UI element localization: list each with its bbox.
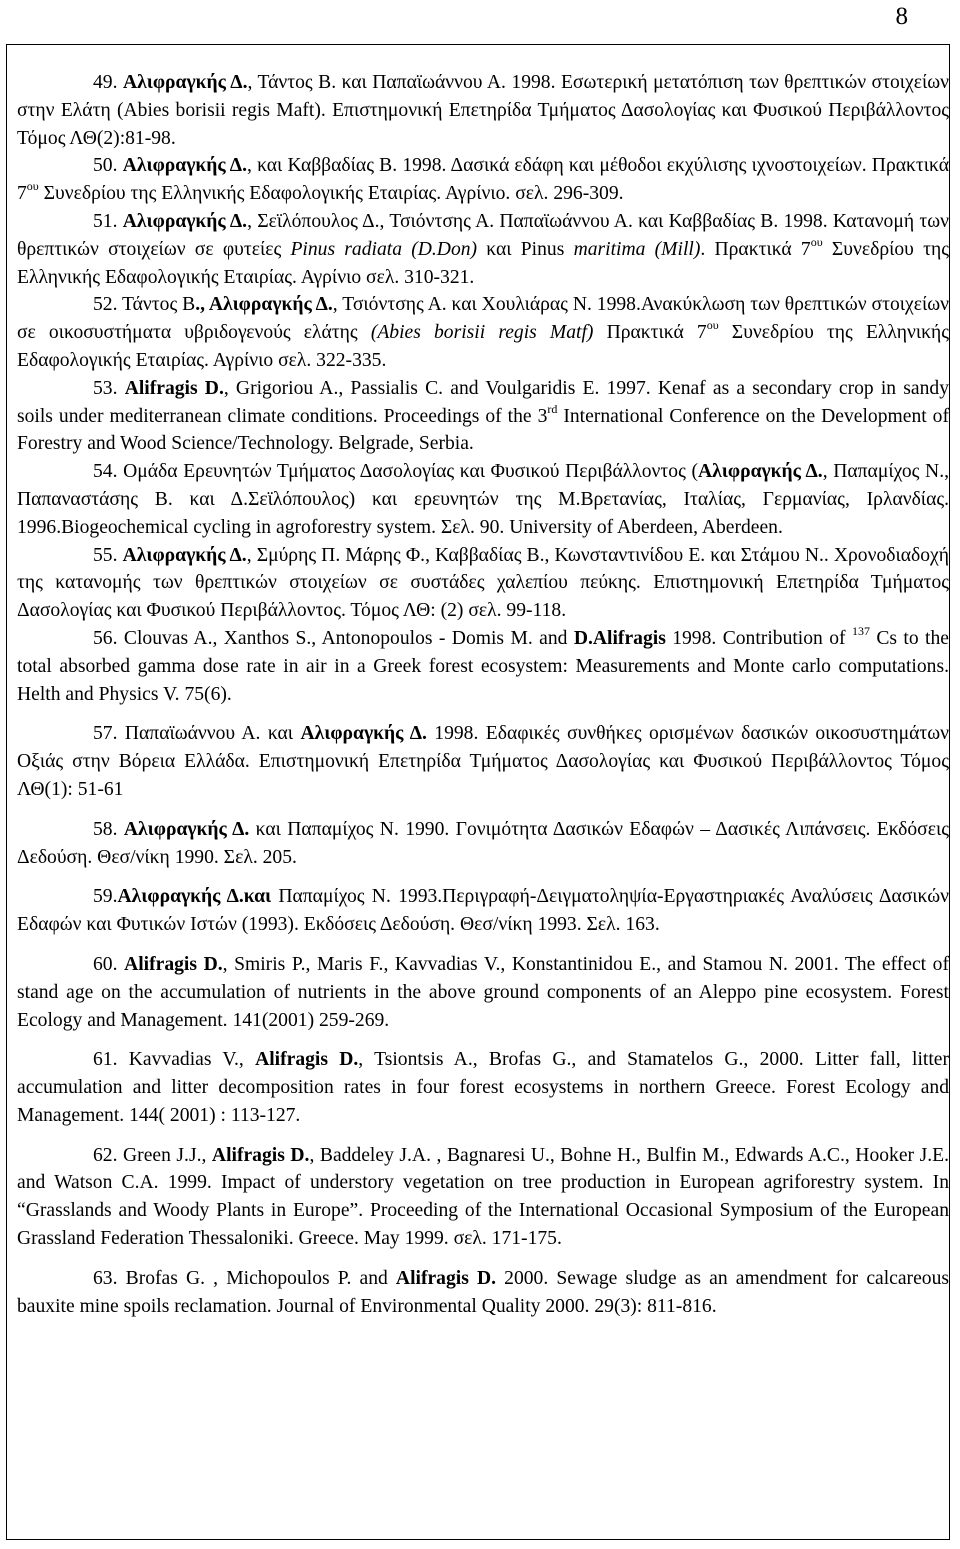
reference-text: International Conference on the Development of Forestry and Wood Science/Technology. Belgrade, Serbia. xyxy=(17,405,949,455)
reference-entry xyxy=(17,69,949,152)
reference-text: Πρακτικά 7 xyxy=(593,322,707,344)
reference-text: , Tsiontsis A., Brofas G., and Stamatelos G., 2000. Litter fall, litter accumulation and litter decomposition rates in four forest ecosystems in northern Greece. Forest Ecology and Management. 144( 2001) : 113-127. xyxy=(17,1049,949,1126)
author-highlight: Αλιφραγκής Δ.και xyxy=(117,886,272,908)
reference-text: 1998. Contribution of xyxy=(665,627,852,649)
reference-entry xyxy=(17,291,949,374)
reference-number: 63. xyxy=(93,1267,118,1289)
reference-text: Συνεδρίου της Ελληνικής Εδαφολογικής Εταιρίας. Αγρίνιο σελ. 310-321. xyxy=(17,238,949,288)
reference-text: , Σμύρης Π. Μάρης Φ., Καββαδίας Β., Κωνσταντινίδου Ε. και Στάμου Ν.. Χρονοδιαδοχή της κατανομής των θρεπτικών στοιχείων σε συστάδες χαλεπίου πεύκης. Επιστημονική Επετηρίδα Τμήματος Δασολογίας και Φυσικού Περιβάλλοντος. Τόμος ΛΘ: (2) σελ. 99-118. xyxy=(17,544,950,622)
reference-text: (Abies borisii regis Matf) xyxy=(370,322,594,344)
reference-text: Συνεδρίου της Ελληνικής Εδαφολογικής Εταιρίας. Αγρίνιο σελ. 322-335. xyxy=(17,322,949,371)
reference-entry xyxy=(17,625,949,708)
reference-number: 60. xyxy=(93,953,118,975)
author-highlight: Αλιφραγκής Δ. xyxy=(300,723,427,745)
reference-entry xyxy=(17,1142,949,1253)
author-highlight: Alifragis D. xyxy=(255,1049,359,1071)
reference-number: 53. xyxy=(93,377,118,399)
author-highlight: Alifragis D. xyxy=(124,953,223,975)
author-highlight: ., Αλιφραγκής Δ. xyxy=(195,294,333,316)
superscript: 137 xyxy=(851,623,870,638)
author-highlight: Αλιφραγκής Δ. xyxy=(122,544,247,566)
reference-text: maritima (Mill) xyxy=(573,238,701,260)
reference-entry xyxy=(17,720,949,803)
author-highlight: Alifragis D. xyxy=(124,377,224,399)
reference-entry xyxy=(17,542,949,625)
reference-text: , και Καββαδίας Β. 1998. Δασικά εδάφη και μέθοδοι εκχύλισης ιχνοστοιχείων. Πρακτικά 7 xyxy=(17,155,949,205)
reference-entry xyxy=(17,816,949,872)
reference-number: 52. xyxy=(93,294,118,316)
reference-text: , Τάντος Β. και Παπαϊωάννου Α. 1998. Εσωτερική μετατόπιση των θρεπτικών στοιχείων στην Ελάτη (Abies borisii regis Maft). Επιστημονική Επετηρίδα Τμήματος Δασολογίας και Φυσικού Περιβάλλοντος Τόμος ΛΘ(2):81-98. xyxy=(17,72,949,149)
superscript: ου xyxy=(810,234,823,249)
reference-text: Brofas G. , Michopoulos P. and xyxy=(117,1267,396,1289)
reference-number: 49. xyxy=(93,72,118,93)
reference-number: 61. xyxy=(93,1049,118,1071)
reference-number: 56. xyxy=(93,627,118,649)
reference-text: Pinus radiata (D.Don) xyxy=(290,238,478,260)
reference-text: Τάντος Β xyxy=(117,294,196,316)
reference-number: 50. xyxy=(93,155,118,177)
reference-text: , Grigoriou A., Passialis C. and Voulgaridis E. 1997. Kenaf as a secondary crop in sandy soils under mediterranean climate conditions. Proceedings of the 3 xyxy=(17,377,949,427)
reference-text: Clouvas A., Xanthos S., Antonopoulos - Domis M. and xyxy=(117,627,574,649)
reference-text xyxy=(118,378,125,399)
reference-text: Green J.J., xyxy=(117,1144,212,1166)
reference-entry xyxy=(17,1265,949,1321)
reference-entry xyxy=(17,208,949,291)
reference-entry xyxy=(17,375,949,458)
reference-entry xyxy=(17,152,949,208)
reference-text: Cs to the total absorbed gamma dose rate in air in a Greek forest ecosystem: Measurements and Monte carlo computations. Helth and Physics V. 75(6). xyxy=(17,627,949,705)
reference-entry xyxy=(17,458,949,541)
reference-entry xyxy=(17,1046,949,1129)
author-highlight: D.Alifragis xyxy=(573,627,666,649)
reference-entry xyxy=(17,951,949,1034)
author-highlight: Αλιφραγκής Δ. xyxy=(698,461,823,483)
reference-text: , Smiris P., Maris F., Kavvadias V., Konstantinidou E., and Stamou N. 2001. The effect of stand age on the accumulation of nutrients in the above ground components of an Aleppo pine ecosystem. Forest Ecology and Management. 141(2001) 259-269. xyxy=(17,953,949,1031)
reference-text: , Σεϊλόπουλος Δ., Τσιόντσης Α. Παπαϊωάννου Α. και Καββαδίας Β. 1998. Κατανομή των θρεπτικών στοιχείων σε φυτείες xyxy=(17,210,949,260)
reference-text: Ομάδα Ερευνητών Τμήματος Δασολογίας και Φυσικού Περιβάλλοντος ( xyxy=(117,461,699,483)
reference-entry xyxy=(17,883,949,939)
author-highlight: Αλιφραγκής Δ. xyxy=(123,818,250,840)
reference-number: 58. xyxy=(93,818,118,840)
superscript: ου xyxy=(26,179,39,194)
reference-text: και Pinus xyxy=(477,238,574,260)
reference-number: 55. xyxy=(93,544,118,566)
reference-text: , Baddeley J.A. , Bagnaresi U., Bohne H., Bulfin M., Edwards A.C., Hooker J.E. and Watson C.A. 1999. Impact of understory vegetation on tree production in European agriforestry system. In “Grasslands and Woody Plants in Europe”. Proceeding of the International Occasional Symposium of the European Grassland Federation Thessaloniki. Greece. May 1999. σελ. 171-175. xyxy=(17,1144,949,1250)
reference-number: 57. xyxy=(93,723,118,745)
author-highlight: Αλιφραγκής Δ. xyxy=(122,210,248,232)
reference-number: 51. xyxy=(93,210,118,232)
reference-text: , Τσιόντσης Α. και Χουλιάρας Ν. 1998.Ανακύκλωση των θρεπτικών στοιχείων σε οικοσυστήματα υβριδογενούς ελάτης xyxy=(17,294,950,344)
author-highlight: Alifragis D. xyxy=(211,1144,310,1166)
reference-text: Kavvadias V., xyxy=(117,1049,256,1071)
reference-text: Παπαϊωάννου Α. και xyxy=(117,723,301,745)
author-highlight: Alifragis D. xyxy=(395,1267,497,1289)
author-highlight: Αλιφραγκής Δ. xyxy=(122,155,247,177)
superscript: rd xyxy=(547,401,558,416)
superscript: ου xyxy=(706,318,719,333)
reference-list xyxy=(17,69,949,1320)
reference-text: Παπαμίχος Ν. 1993.Περιγραφή-Δειγματοληψία-Εργαστηριακές Αναλύσεις Δασικών Εδαφών και Φυτικών Ιστών (1993). Εκδόσεις Δεδούση. Θεσ/νίκη 1993. Σελ. 163. xyxy=(17,886,950,936)
reference-number: 59. xyxy=(93,886,118,908)
reference-text: . Πρακτικά 7 xyxy=(700,238,811,260)
reference-text: , Παπαμίχος Ν., Παπαναστάσης Β. και Δ.Σεϊλόπουλος) και ερευνητών της Μ.Βρετανίας, Ιταλίας, Γερμανίας, Ιρλανδίας. 1996.Biogeochemical cycling in agroforestry system. Σελ. 90. University of Aberdeen, Aberdeen. xyxy=(17,461,950,538)
reference-text: 2000. Sewage sludge as an amendment for calcareous bauxite mine spoils reclamation. Journal of Environmental Quality 2000. 29(3): 811-816. xyxy=(17,1267,949,1317)
reference-text: 1998. Εδαφικές συνθήκες ορισμένων δασικών οικοσυστημάτων Οξιάς στην Βόρεια Ελλάδα. Επιστημονική Επετηρίδα Τμήματος Δασολογίας και Φυσικού Περιβάλλοντος Τόμος ΛΘ(1): 51-61 xyxy=(17,723,949,800)
reference-number: 62. xyxy=(93,1144,118,1166)
page-number: 8 xyxy=(895,3,908,30)
reference-text: και Παπαμίχος Ν. 1990. Γονιμότητα Δασικών Εδαφών – Δασικές Λιπάνσεις. Εκδόσεις Δεδούση. Θεσ/νίκη 1990. Σελ. 205. xyxy=(17,818,949,868)
author-highlight: Αλιφραγκής Δ. xyxy=(122,72,248,93)
reference-number: 54. xyxy=(93,461,118,483)
reference-text: Συνεδρίου της Ελληνικής Εδαφολογικής Εταιρίας. Αγρίνιο. σελ. 296-309. xyxy=(38,183,624,205)
